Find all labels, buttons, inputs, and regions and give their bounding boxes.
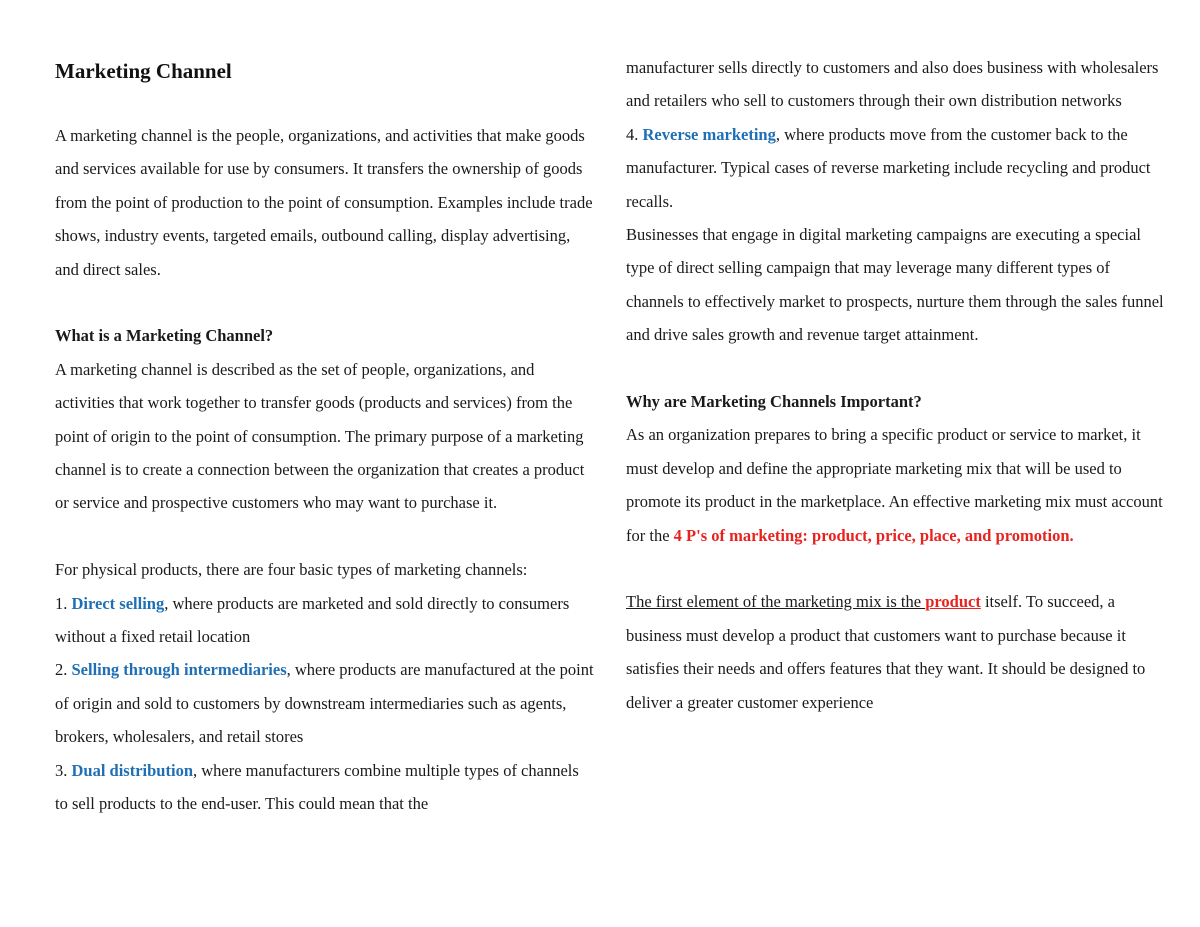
- product-paragraph: [626, 585, 1171, 719]
- list-item-direct-selling: [55, 587, 595, 654]
- digital-marketing-paragraph: Businesses that engage in digital marketing campaigns are executing a special type of direct selling campaign that may leverage many different types of channels to effectively market to prospects, nurture them through the sales funnel and drive sales growth and revenue target attainment.: [626, 225, 1164, 345]
- product-highlight: product: [925, 592, 981, 612]
- list-item-text: , where products are manufactured at the point of origin and sold to customers by downstream intermediaries such as agents, brokers, wholesalers, and retail stores: [55, 660, 594, 747]
- list-item-dual-distribution: [55, 754, 595, 821]
- section-heading-what: What is a Marketing Channel?: [55, 326, 274, 346]
- term-reverse-marketing: Reverse marketing: [642, 124, 776, 144]
- intro-paragraph: A marketing channel is the people, organizations, and activities that make goods and services available for use by consumers. It transfers the ownership of goods from the point of production to the point of consumption. Examples include trade shows, industry events, targeted emails, outbound calling, display advertising, and direct sales.: [55, 126, 593, 279]
- list-item-text: , where products move from the customer back to the manufacturer. Typical cases of reverse marketing include recycling and product recalls.: [626, 124, 1151, 211]
- channel-types-intro: For physical products, there are four basic types of marketing channels:: [55, 560, 528, 580]
- list-item-text: , where manufacturers combine multiple types of channels to sell products to the end-user. This could mean that the: [55, 760, 579, 814]
- term-direct-selling: Direct selling: [71, 593, 165, 613]
- continued-paragraph: manufacturer sells directly to customers and also does business with wholesalers and retailers who sell to customers through their own distribution networks: [626, 58, 1159, 111]
- term-intermediaries: Selling through intermediaries: [71, 660, 287, 680]
- list-item-text: , where products are marketed and sold directly to consumers without a fixed retail location: [55, 593, 570, 647]
- document-title: Marketing Channel: [55, 59, 232, 83]
- left-column: [55, 52, 595, 821]
- four-ps-highlight: 4 P's of marketing: product, price, place, and promotion.: [673, 525, 1074, 545]
- product-text: itself. To succeed, a business must develop a product that customers want to purchase because it satisfies their needs and offers features that they want. It should be designed to deliver a greater customer experience: [626, 592, 1146, 712]
- underlined-lead: The first element of the marketing mix is the: [626, 592, 926, 612]
- definition-paragraph: A marketing channel is described as the set of people, organizations, and activities that work together to transfer goods (products and services) from the point of origin to the point of consumption. The primary purpose of a marketing channel is to create a connection between the organization that creates a product or service and prospective customers who may want to purchase it.: [55, 359, 585, 513]
- list-item-reverse-marketing: [626, 118, 1171, 218]
- importance-text: As an organization prepares to bring a specific product or service to market, it must develop and define the appropriate marketing mix that will be used to promote its product in the marketplace. An effective marketing mix must account for the: [626, 425, 1163, 545]
- list-number: 2.: [55, 660, 72, 680]
- list-number: 1.: [55, 593, 72, 613]
- right-column: [626, 51, 1171, 719]
- section-heading-why: Why are Marketing Channels Important?: [626, 392, 922, 412]
- list-item-intermediaries: [55, 653, 595, 753]
- term-dual-distribution: Dual distribution: [71, 760, 193, 780]
- importance-paragraph: [626, 418, 1171, 552]
- list-number: 4.: [626, 124, 643, 144]
- list-number: 3.: [55, 760, 72, 780]
